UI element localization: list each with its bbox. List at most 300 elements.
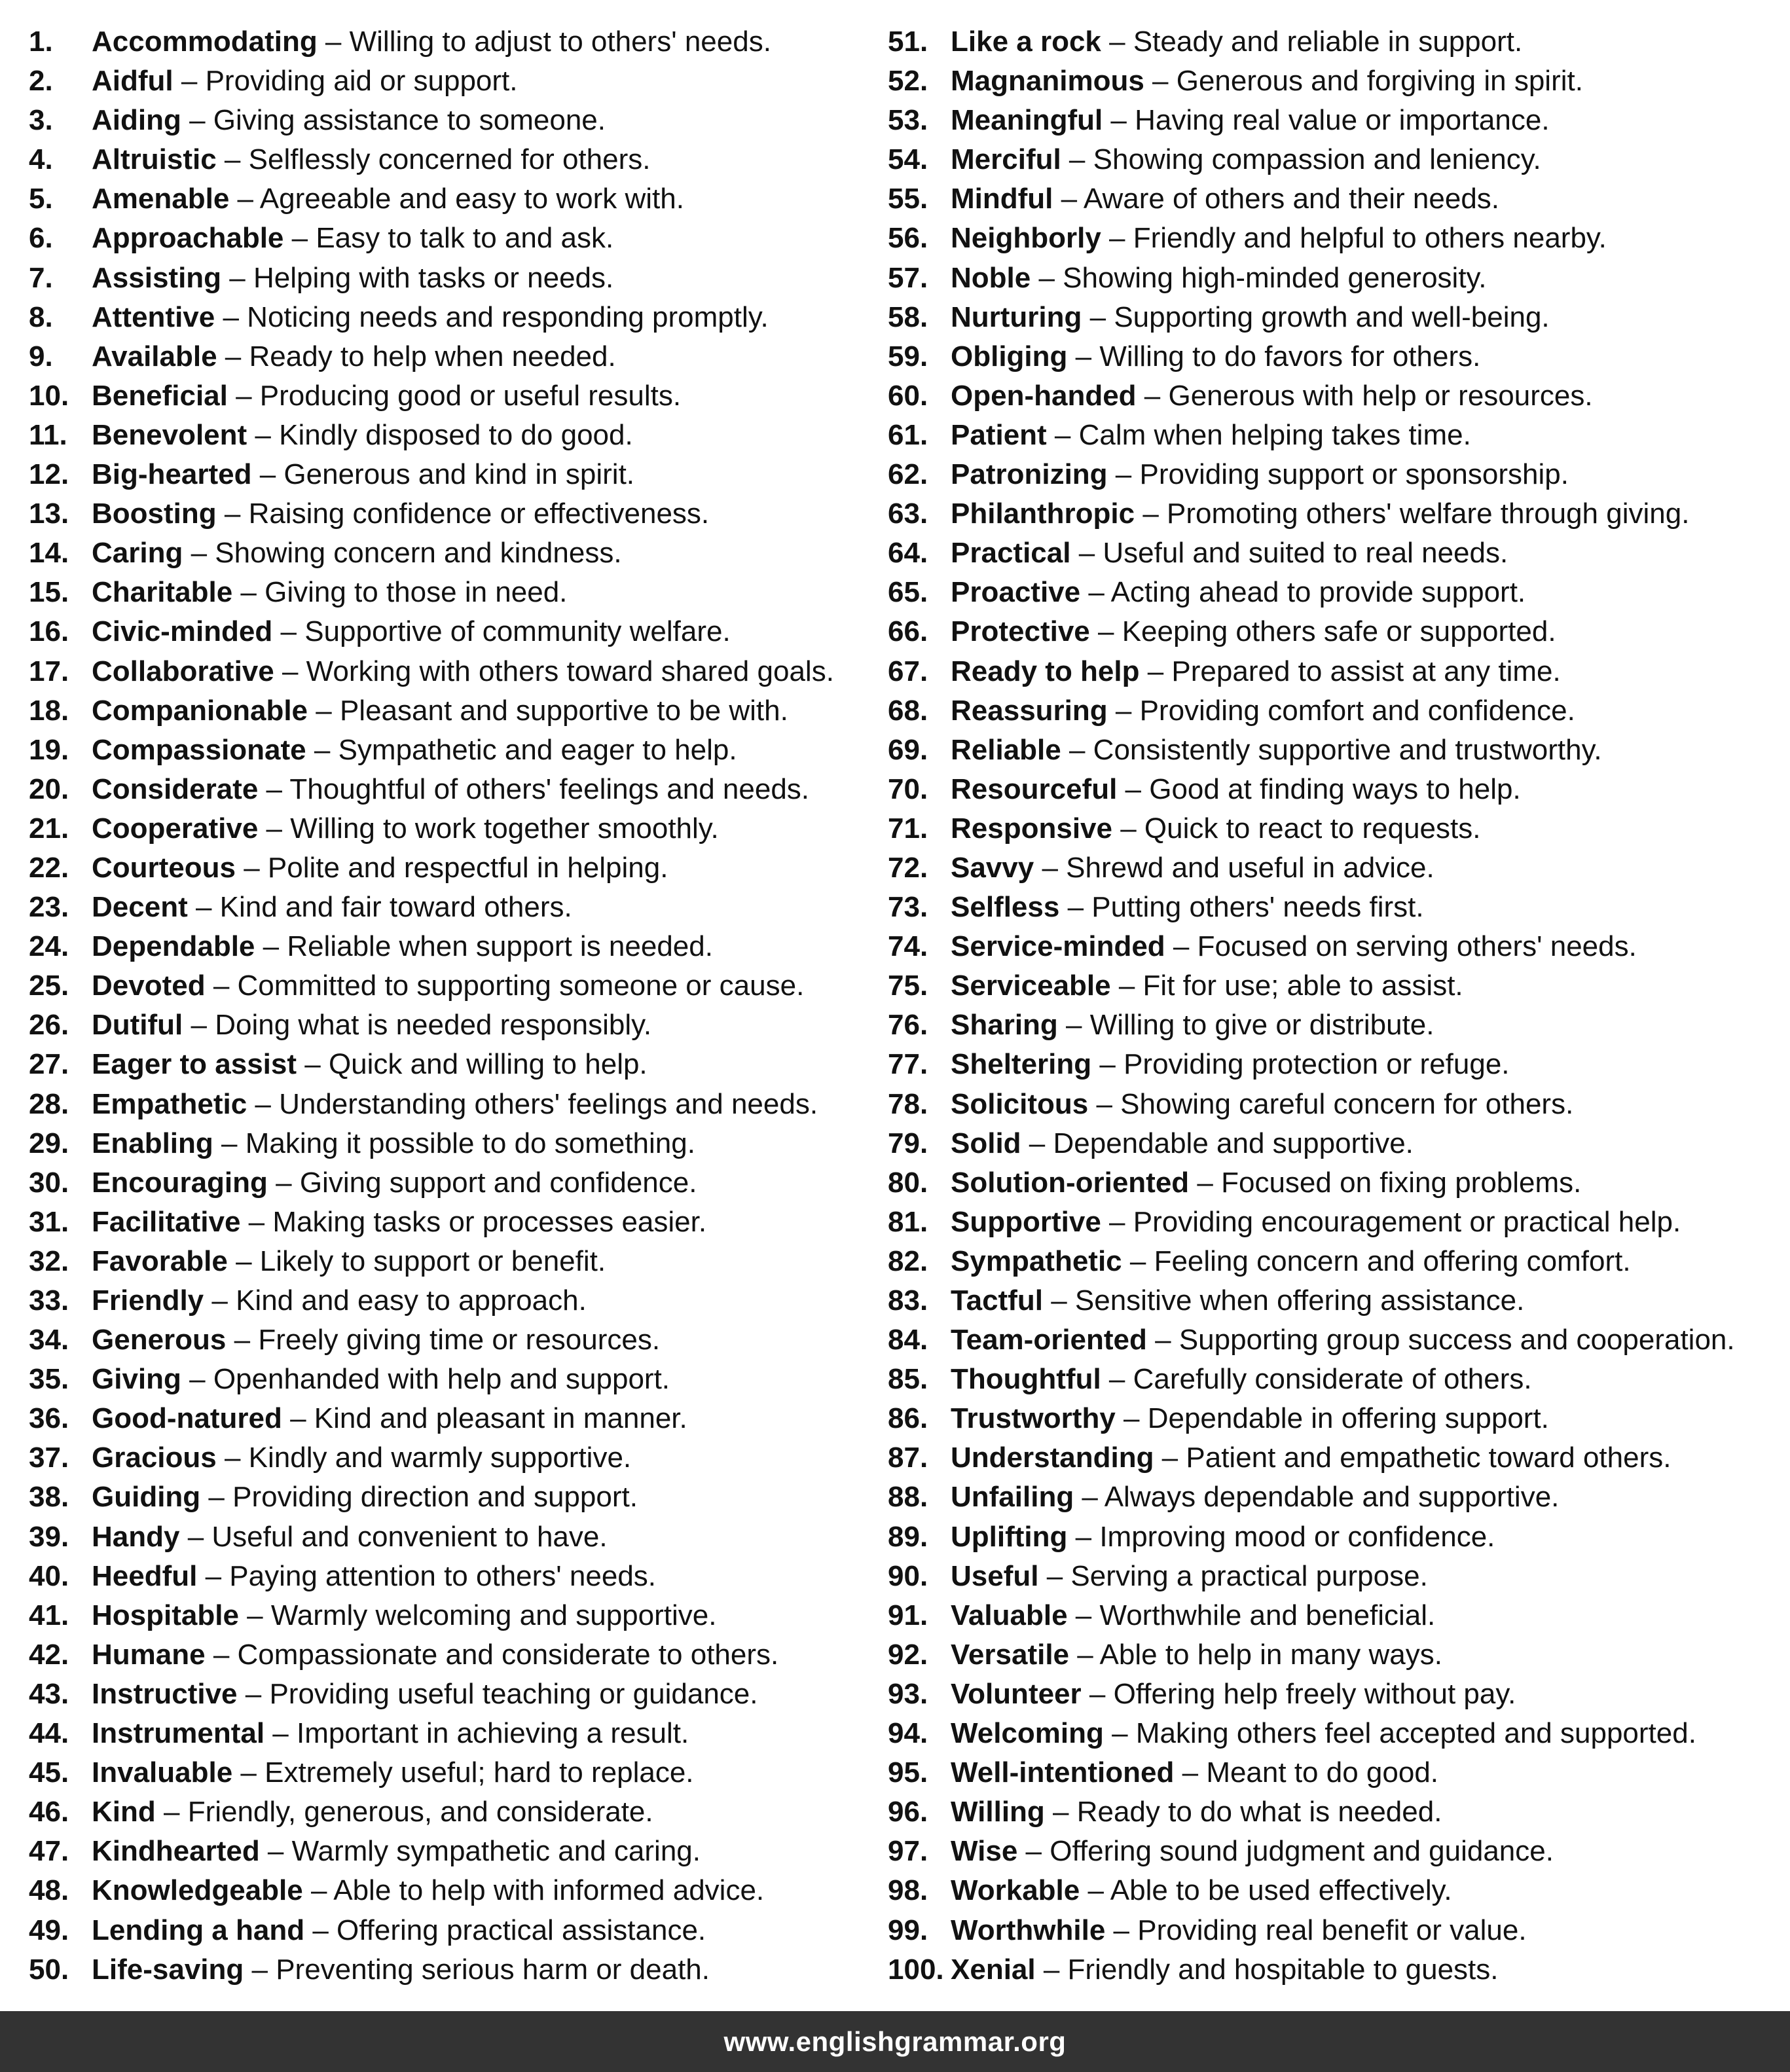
item-definition: Freely giving time or resources. — [258, 1324, 661, 1356]
item-number: 14. — [29, 537, 69, 570]
item-separator: – — [1112, 812, 1144, 845]
item-number: 23. — [29, 891, 69, 924]
item-definition: Feeling concern and offering comfort. — [1154, 1245, 1631, 1277]
item-number: 52. — [888, 65, 928, 98]
item-separator: – — [1136, 379, 1169, 412]
item-term: Handy — [92, 1520, 180, 1553]
item-number: 55. — [888, 183, 928, 215]
item-number: 35. — [29, 1363, 69, 1396]
item-number: 12. — [29, 458, 69, 491]
item-term: Uplifting — [951, 1520, 1068, 1553]
item-number: 86. — [888, 1402, 928, 1435]
item-separator: – — [1135, 498, 1167, 530]
item-definition: Steady and reliable in support. — [1133, 26, 1523, 58]
item-definition: Doing what is needed responsibly. — [215, 1009, 652, 1042]
list-item — [29, 1753, 880, 1792]
item-definition: Aware of others and their needs. — [1083, 183, 1500, 215]
item-separator: – — [237, 1677, 270, 1710]
item-separator: – — [1088, 1087, 1121, 1120]
item-separator: – — [1165, 930, 1197, 963]
item-separator: – — [1080, 1874, 1110, 1907]
list-item — [29, 259, 880, 298]
list-item — [888, 966, 1785, 1006]
item-separator: – — [1070, 537, 1103, 570]
list-item — [29, 1438, 880, 1478]
list-item — [888, 1360, 1785, 1399]
item-term: Collaborative — [92, 655, 274, 687]
list-item — [888, 1320, 1785, 1360]
item-definition: Quick to react to requests. — [1144, 812, 1481, 845]
item-term: Civic-minded — [92, 615, 273, 648]
item-definition: Dependable in offering support. — [1147, 1402, 1549, 1435]
item-number: 6. — [29, 222, 53, 255]
item-definition: Supporting group success and cooperation. — [1178, 1324, 1735, 1356]
list-item — [888, 1557, 1785, 1596]
item-number: 8. — [29, 300, 53, 333]
item-definition: Always dependable and supportive. — [1104, 1481, 1560, 1514]
item-number: 95. — [888, 1756, 928, 1789]
item-separator: – — [1089, 615, 1122, 648]
item-term: Heedful — [92, 1559, 198, 1592]
item-definition: Shrewd and useful in advice. — [1066, 851, 1434, 884]
item-term: Team-oriented — [951, 1324, 1147, 1356]
item-definition: Making it possible to do something. — [245, 1127, 695, 1159]
list-item — [888, 770, 1785, 809]
item-term: Cooperative — [92, 812, 259, 845]
item-definition: Carefully considerate of others. — [1133, 1363, 1532, 1396]
item-separator: – — [1146, 1324, 1179, 1356]
item-definition: Providing useful teaching or guidance. — [269, 1677, 758, 1710]
item-definition: Acting ahead to provide support. — [1110, 576, 1526, 609]
list-item — [888, 731, 1785, 770]
item-term: Approachable — [92, 222, 284, 255]
item-term: Beneficial — [92, 379, 228, 412]
item-separator: – — [1107, 458, 1140, 491]
list-item — [888, 1950, 1785, 1990]
item-term: Enabling — [92, 1127, 213, 1159]
list-item — [29, 416, 880, 455]
list-item — [29, 1596, 880, 1635]
item-term: Dependable — [92, 930, 255, 963]
item-definition: Preventing serious harm or death. — [276, 1953, 710, 1986]
item-term: Invaluable — [92, 1756, 233, 1789]
item-definition: Giving support and confidence. — [299, 1166, 697, 1199]
item-definition: Supporting growth and well-being. — [1114, 300, 1550, 333]
list-item — [888, 1478, 1785, 1517]
item-definition: Good at finding ways to help. — [1149, 772, 1521, 805]
item-definition: Understanding others' feelings and needs. — [279, 1087, 818, 1120]
item-number: 10. — [29, 379, 69, 412]
item-separator: – — [155, 1796, 188, 1828]
list-item — [29, 573, 880, 612]
list-item — [888, 62, 1785, 101]
list-item — [888, 298, 1785, 337]
list-item — [888, 1518, 1785, 1557]
item-term: Dutiful — [92, 1009, 183, 1042]
item-definition: Willing to give or distribute. — [1089, 1009, 1434, 1042]
item-number: 78. — [888, 1087, 928, 1120]
word-list-right-column — [888, 22, 1785, 1990]
item-term: Useful — [951, 1559, 1039, 1592]
item-term: Empathetic — [92, 1087, 247, 1120]
item-term: Meaningful — [951, 104, 1103, 137]
item-separator: – — [283, 222, 316, 255]
item-number: 39. — [29, 1520, 69, 1553]
item-term: Facilitative — [92, 1205, 241, 1238]
item-term: Big-hearted — [92, 458, 252, 491]
item-definition: Kind and pleasant in manner. — [314, 1402, 687, 1435]
list-item — [888, 259, 1785, 298]
item-term: Magnanimous — [951, 65, 1144, 98]
list-item — [29, 652, 880, 691]
item-separator: – — [1069, 1638, 1100, 1671]
item-separator: – — [183, 1009, 215, 1042]
item-number: 4. — [29, 143, 53, 176]
item-number: 90. — [888, 1559, 928, 1592]
item-number: 56. — [888, 222, 928, 255]
item-separator: – — [1117, 772, 1150, 805]
item-term: Nurturing — [951, 300, 1082, 333]
item-definition: Kind and fair toward others. — [219, 891, 572, 924]
item-term: Decent — [92, 891, 188, 924]
item-number: 79. — [888, 1127, 928, 1159]
item-separator: – — [258, 772, 290, 805]
item-definition: Providing aid or support. — [205, 65, 518, 98]
item-separator: – — [308, 694, 340, 727]
item-definition: Making others feel accepted and supported. — [1135, 1717, 1696, 1750]
list-item — [888, 416, 1785, 455]
item-definition: Providing real benefit or value. — [1137, 1914, 1527, 1946]
list-item — [29, 731, 880, 770]
item-term: Solution-oriented — [951, 1166, 1190, 1199]
item-separator: – — [183, 537, 215, 570]
item-term: Attentive — [92, 300, 215, 333]
item-number: 15. — [29, 576, 69, 609]
item-definition: Making tasks or processes easier. — [272, 1205, 707, 1238]
list-item — [888, 1203, 1785, 1242]
item-separator: – — [215, 300, 247, 333]
item-separator: – — [1061, 733, 1093, 766]
item-separator: – — [302, 1874, 334, 1907]
item-term: Valuable — [951, 1599, 1068, 1631]
item-number: 20. — [29, 772, 69, 805]
item-separator: – — [1017, 1835, 1050, 1868]
item-definition: Improving mood or confidence. — [1099, 1520, 1495, 1553]
item-separator: – — [1189, 1166, 1222, 1199]
item-separator: – — [227, 1245, 260, 1277]
item-term: Savvy — [951, 851, 1034, 884]
item-number: 19. — [29, 733, 69, 766]
item-number: 58. — [888, 300, 928, 333]
item-number: 34. — [29, 1324, 69, 1356]
item-number: 27. — [29, 1048, 69, 1081]
list-item — [29, 1792, 880, 1832]
item-term: Ready to help — [951, 655, 1140, 687]
item-number: 9. — [29, 340, 53, 373]
item-definition: Generous and forgiving in spirit. — [1176, 65, 1583, 98]
item-separator: – — [1061, 143, 1093, 176]
item-separator: – — [1105, 1914, 1138, 1946]
item-separator: – — [297, 1048, 329, 1081]
item-term: Companionable — [92, 694, 308, 727]
item-number: 65. — [888, 576, 928, 609]
item-separator: – — [1059, 891, 1092, 924]
item-term: Amenable — [92, 183, 230, 215]
item-term: Kindhearted — [92, 1835, 260, 1868]
item-definition: Friendly, generous, and considerate. — [187, 1796, 653, 1828]
item-term: Charitable — [92, 576, 233, 609]
item-separator: – — [187, 891, 220, 924]
list-item — [888, 927, 1785, 966]
item-definition: Ready to help when needed. — [249, 340, 616, 373]
item-definition: Focused on fixing problems. — [1221, 1166, 1582, 1199]
list-item — [888, 1085, 1785, 1124]
item-term: Good-natured — [92, 1402, 282, 1435]
item-number: 1. — [29, 26, 53, 58]
item-separator: – — [1042, 1284, 1075, 1317]
item-term: Willing — [951, 1796, 1045, 1828]
list-item — [29, 1085, 880, 1124]
item-term: Available — [92, 340, 217, 373]
item-number: 42. — [29, 1638, 69, 1671]
item-definition: Easy to talk to and ask. — [316, 222, 614, 255]
item-definition: Selflessly concerned for others. — [248, 143, 651, 176]
item-separator: – — [317, 26, 350, 58]
item-separator: – — [179, 1520, 212, 1553]
list-item — [888, 652, 1785, 691]
item-definition: Kindly disposed to do good. — [279, 418, 633, 451]
item-term: Caring — [92, 537, 183, 570]
item-number: 98. — [888, 1874, 928, 1907]
item-number: 80. — [888, 1166, 928, 1199]
item-number: 33. — [29, 1284, 69, 1317]
item-definition: Pleasant and supportive to be with. — [339, 694, 788, 727]
item-term: Giving — [92, 1363, 181, 1396]
list-item — [888, 1124, 1785, 1163]
item-separator: – — [173, 65, 206, 98]
item-definition: Giving to those in need. — [265, 576, 568, 609]
item-definition: Worthwhile and beneficial. — [1099, 1599, 1436, 1631]
item-definition: Providing support or sponsorship. — [1139, 458, 1569, 491]
item-definition: Keeping others safe or supported. — [1122, 615, 1556, 648]
item-definition: Quick and willing to help. — [328, 1048, 648, 1081]
item-number: 99. — [888, 1914, 928, 1946]
item-term: Favorable — [92, 1245, 228, 1277]
item-definition: Useful and convenient to have. — [211, 1520, 608, 1553]
item-separator: – — [1021, 1127, 1053, 1159]
item-term: Solid — [951, 1127, 1021, 1159]
item-definition: Fit for use; able to assist. — [1142, 970, 1463, 1002]
item-number: 43. — [29, 1677, 69, 1710]
item-term: Aiding — [92, 104, 181, 137]
item-number: 36. — [29, 1402, 69, 1435]
item-number: 51. — [888, 26, 928, 58]
item-term: Friendly — [92, 1284, 204, 1317]
item-definition: Likely to support or benefit. — [259, 1245, 606, 1277]
list-item — [29, 1635, 880, 1675]
item-term: Protective — [951, 615, 1090, 648]
item-term: Sharing — [951, 1009, 1058, 1042]
item-separator: – — [1067, 1599, 1100, 1631]
item-term: Welcoming — [951, 1717, 1104, 1750]
item-term: Worthwhile — [951, 1914, 1106, 1946]
list-item — [29, 809, 880, 848]
item-number: 49. — [29, 1914, 69, 1946]
item-term: Open-handed — [951, 379, 1137, 412]
item-term: Philanthropic — [951, 498, 1135, 530]
item-definition: Prepared to assist at any time. — [1171, 655, 1561, 687]
item-term: Knowledgeable — [92, 1874, 303, 1907]
item-separator: – — [255, 930, 287, 963]
list-item — [29, 1006, 880, 1045]
list-item — [29, 337, 880, 376]
item-separator: – — [216, 1442, 249, 1474]
item-number: 59. — [888, 340, 928, 373]
item-term: Patronizing — [951, 458, 1108, 491]
item-number: 94. — [888, 1717, 928, 1750]
item-number: 66. — [888, 615, 928, 648]
item-number: 67. — [888, 655, 928, 687]
item-separator: – — [1101, 1205, 1133, 1238]
item-number: 2. — [29, 65, 53, 98]
list-item — [888, 455, 1785, 494]
item-term: Mindful — [951, 183, 1053, 215]
item-definition: Willing to adjust to others' needs. — [349, 26, 771, 58]
item-term: Devoted — [92, 970, 206, 1002]
item-separator: – — [1081, 1677, 1114, 1710]
item-number: 81. — [888, 1205, 928, 1238]
item-separator: – — [1107, 694, 1140, 727]
item-number: 68. — [888, 694, 928, 727]
item-term: Guiding — [92, 1481, 201, 1514]
item-term: Understanding — [951, 1442, 1154, 1474]
item-number: 93. — [888, 1677, 928, 1710]
list-item — [888, 888, 1785, 927]
item-separator: – — [1067, 1520, 1100, 1553]
item-definition: Compassionate and considerate to others. — [237, 1638, 779, 1671]
item-term: Benevolent — [92, 418, 247, 451]
item-definition: Polite and respectful in helping. — [267, 851, 668, 884]
item-definition: Kind and easy to approach. — [236, 1284, 587, 1317]
item-separator: – — [1034, 851, 1067, 884]
item-term: Serviceable — [951, 970, 1111, 1002]
item-definition: Serving a practical purpose. — [1070, 1559, 1428, 1592]
item-separator: – — [236, 851, 268, 884]
list-item — [888, 1714, 1785, 1753]
item-term: Versatile — [951, 1638, 1070, 1671]
item-separator: – — [1053, 183, 1084, 215]
item-term: Accommodating — [92, 26, 318, 58]
item-term: Obliging — [951, 340, 1068, 373]
item-separator: – — [258, 812, 291, 845]
item-number: 47. — [29, 1835, 69, 1868]
list-item — [29, 1203, 880, 1242]
list-item — [29, 455, 880, 494]
item-separator: – — [1139, 655, 1172, 687]
item-number: 3. — [29, 104, 53, 137]
item-term: Courteous — [92, 851, 236, 884]
item-number: 24. — [29, 930, 69, 963]
item-separator: – — [216, 143, 249, 176]
item-term: Xenial — [951, 1953, 1036, 1986]
item-term: Gracious — [92, 1442, 217, 1474]
item-number: 87. — [888, 1442, 928, 1474]
item-definition: Showing careful concern for others. — [1120, 1087, 1574, 1120]
item-term: Selfless — [951, 891, 1060, 924]
list-item — [29, 1675, 880, 1714]
item-definition: Sympathetic and eager to help. — [338, 733, 737, 766]
item-term: Well-intentioned — [951, 1756, 1175, 1789]
item-term: Practical — [951, 537, 1071, 570]
item-term: Instrumental — [92, 1717, 265, 1750]
item-separator: – — [272, 615, 305, 648]
item-number: 7. — [29, 261, 53, 294]
item-term: Reliable — [951, 733, 1061, 766]
item-number: 73. — [888, 891, 928, 924]
item-definition: Producing good or useful results. — [259, 379, 682, 412]
list-item — [29, 1557, 880, 1596]
item-separator: – — [1046, 418, 1079, 451]
item-definition: Raising confidence or effectiveness. — [248, 498, 710, 530]
item-definition: Offering sound judgment and guidance. — [1050, 1835, 1554, 1868]
list-item — [29, 1950, 880, 1990]
item-definition: Supportive of community welfare. — [304, 615, 731, 648]
item-definition: Generous and kind in spirit. — [283, 458, 635, 491]
list-item — [29, 534, 880, 573]
list-item — [888, 179, 1785, 219]
list-item — [888, 101, 1785, 140]
item-number: 31. — [29, 1205, 69, 1238]
item-number: 91. — [888, 1599, 928, 1631]
list-item — [888, 376, 1785, 416]
item-definition: Useful and suited to real needs. — [1103, 537, 1508, 570]
item-definition: Calm when helping takes time. — [1078, 418, 1471, 451]
item-number: 11. — [29, 418, 67, 451]
item-separator: – — [247, 418, 280, 451]
item-definition: Providing encouragement or practical help. — [1133, 1205, 1681, 1238]
footer-site-url: www.englishgrammar.org — [723, 2026, 1067, 2057]
list-item — [29, 1163, 880, 1203]
item-separator: – — [1067, 340, 1100, 373]
list-item — [29, 1281, 880, 1320]
item-number: 41. — [29, 1599, 69, 1631]
list-item — [888, 534, 1785, 573]
item-number: 44. — [29, 1717, 69, 1750]
item-number: 40. — [29, 1559, 69, 1592]
item-definition: Patient and empathetic toward others. — [1186, 1442, 1671, 1474]
item-definition: Offering practical assistance. — [337, 1914, 706, 1946]
item-definition: Helping with tasks or needs. — [253, 261, 614, 294]
list-item — [888, 1006, 1785, 1045]
item-separator: – — [267, 1166, 300, 1199]
list-item — [29, 1714, 880, 1753]
list-item — [888, 1635, 1785, 1675]
item-number: 72. — [888, 851, 928, 884]
item-separator: – — [1101, 222, 1133, 255]
item-number: 50. — [29, 1953, 69, 1986]
item-number: 16. — [29, 615, 69, 648]
item-term: Workable — [951, 1874, 1080, 1907]
list-item — [888, 612, 1785, 651]
item-term: Tactful — [951, 1284, 1043, 1317]
item-definition: Friendly and helpful to others nearby. — [1133, 222, 1607, 255]
item-number: 5. — [29, 183, 53, 215]
list-item — [29, 691, 880, 731]
item-term: Resourceful — [951, 772, 1118, 805]
item-term: Reassuring — [951, 694, 1108, 727]
item-number: 63. — [888, 498, 928, 530]
item-separator: – — [247, 1087, 280, 1120]
